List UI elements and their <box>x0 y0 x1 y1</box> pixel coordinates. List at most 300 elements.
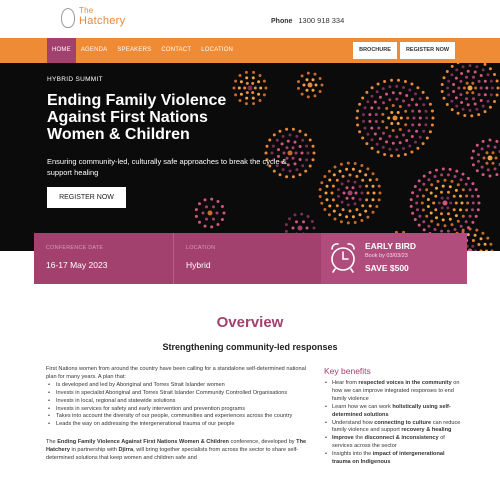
decorative-dot <box>416 86 419 89</box>
date-value: 16-17 May 2023 <box>46 260 108 270</box>
decorative-dot <box>292 128 295 131</box>
decorative-dot <box>471 221 474 224</box>
decorative-dot <box>453 208 456 211</box>
decorative-dot <box>424 123 427 126</box>
nav-item-location[interactable]: LOCATION <box>201 47 234 53</box>
decorative-dot <box>397 122 400 125</box>
plan-list <box>46 382 316 429</box>
decorative-dot <box>423 228 426 231</box>
decorative-dot <box>411 212 414 215</box>
decorative-dot <box>410 205 413 208</box>
decorative-dot <box>354 162 357 165</box>
decorative-dot <box>365 91 368 94</box>
decorative-dot <box>375 113 378 116</box>
decorative-dot <box>265 87 268 90</box>
decorative-dot <box>240 80 243 83</box>
text: can reduce family violence and support <box>332 419 461 434</box>
decorative-dot <box>459 93 462 96</box>
decorative-dot <box>283 152 286 155</box>
decorative-dot <box>397 111 400 114</box>
decorative-dot <box>295 168 298 171</box>
decorative-dot <box>328 213 331 216</box>
decorative-dot <box>279 130 282 133</box>
decorative-dot <box>371 147 374 150</box>
decorative-dot <box>425 117 428 120</box>
decorative-dot <box>314 73 317 76</box>
decorative-dot <box>205 218 208 221</box>
decorative-dot <box>471 91 474 94</box>
decorative-dot <box>377 107 380 110</box>
decorative-dot <box>348 191 353 196</box>
hero-register-button[interactable]: REGISTER NOW <box>47 187 126 208</box>
decorative-dot <box>259 87 262 90</box>
decorative-dot <box>422 103 425 106</box>
decorative-dot <box>416 195 419 198</box>
decorative-dot <box>489 139 492 142</box>
decorative-dot <box>450 73 453 76</box>
decorative-dot <box>468 86 473 91</box>
decorative-dot <box>480 87 483 90</box>
nav-item-home[interactable]: HOME <box>47 38 76 63</box>
decorative-dot <box>286 146 289 149</box>
decorative-dot <box>217 223 220 226</box>
decorative-dot <box>342 208 345 211</box>
decorative-dot <box>426 137 429 140</box>
decorative-dot <box>309 165 312 168</box>
decorative-dot <box>390 111 393 114</box>
decorative-dot <box>333 210 336 213</box>
early-bird-saving: SAVE $500 <box>365 263 409 273</box>
decorative-dot <box>435 187 438 190</box>
decorative-dot <box>376 90 379 93</box>
decorative-dot <box>465 76 468 79</box>
decorative-dot <box>450 100 453 103</box>
decorative-dot <box>289 134 292 137</box>
decorative-dot <box>273 133 276 136</box>
decorative-dot <box>294 162 297 165</box>
decorative-dot <box>463 114 466 117</box>
decorative-dot <box>198 202 201 205</box>
text: Insights into the <box>332 451 373 458</box>
decorative-dot <box>408 145 411 148</box>
decorative-dot <box>467 70 470 73</box>
decorative-dot <box>382 146 385 149</box>
decorative-dot <box>466 91 469 94</box>
decorative-dot <box>352 215 355 218</box>
decorative-dot <box>402 86 405 89</box>
decorative-dot <box>288 217 291 220</box>
decorative-dot <box>319 195 322 198</box>
decorative-dot <box>478 80 481 83</box>
decorative-dot <box>415 202 418 205</box>
decorative-dot <box>404 80 407 83</box>
decorative-dot <box>486 151 489 154</box>
decorative-dot <box>341 201 344 204</box>
decorative-dot <box>285 223 288 226</box>
decorative-dot <box>366 133 369 136</box>
decorative-dot <box>392 91 395 94</box>
decorative-dot <box>492 162 495 165</box>
decorative-dot <box>265 152 268 155</box>
date-label: CONFERENCE DATE <box>46 245 104 251</box>
decorative-dot <box>346 186 349 189</box>
decorative-dot <box>465 97 468 100</box>
decorative-dot <box>356 124 359 127</box>
decorative-dot <box>457 87 460 90</box>
decorative-dot <box>402 134 405 137</box>
decorative-dot <box>195 215 198 218</box>
decorative-dot <box>385 107 388 110</box>
decorative-dot <box>471 245 474 248</box>
decorative-dot <box>365 198 368 201</box>
decorative-dot <box>252 76 255 79</box>
decorative-dot <box>422 130 425 133</box>
decorative-dot <box>312 78 315 81</box>
decorative-dot <box>328 170 331 173</box>
decorative-dot <box>489 243 492 246</box>
text-bold: Improve <box>332 435 354 442</box>
key-benefits <box>324 366 464 467</box>
decorative-dot <box>418 224 421 227</box>
decorative-dot <box>491 87 494 90</box>
decorative-dot <box>486 237 489 240</box>
list-item <box>324 404 464 420</box>
decorative-dot <box>434 175 437 178</box>
decorative-dot <box>341 182 344 185</box>
decorative-dot <box>462 188 465 191</box>
decorative-dot <box>446 206 449 209</box>
decorative-dot <box>419 136 422 139</box>
decorative-dot <box>358 130 361 133</box>
decorative-dot <box>307 95 310 98</box>
decorative-dot <box>259 99 262 102</box>
decorative-dot <box>306 89 309 92</box>
decorative-dot <box>355 208 358 211</box>
key-benefits-title: Key benefits <box>324 366 371 376</box>
hero-subtitle: HYBRID SUMMIT <box>47 76 103 83</box>
decorative-dot <box>466 202 469 205</box>
decorative-dot <box>429 103 432 106</box>
decorative-dot <box>443 76 446 79</box>
decorative-dot <box>490 80 493 83</box>
decorative-dot <box>300 213 303 216</box>
decorative-dot <box>223 212 226 215</box>
text-bold: impact of intergenerational trauma on Indigenous <box>332 451 445 466</box>
decorative-dot <box>326 198 329 201</box>
conference-date <box>34 233 173 284</box>
decorative-dot <box>459 195 462 198</box>
decorative-dot <box>371 138 374 141</box>
decorative-dot <box>359 170 362 173</box>
decorative-dot <box>489 67 492 70</box>
decorative-dot <box>415 103 418 106</box>
decorative-dot <box>361 179 364 182</box>
decorative-dot <box>430 192 433 195</box>
decorative-dot <box>476 169 479 172</box>
decorative-dot <box>455 105 458 108</box>
decorative-dot <box>287 140 290 143</box>
phone-number[interactable]: 1300 918 334 <box>298 16 345 25</box>
decorative-dot <box>374 101 377 104</box>
decorative-dot <box>257 93 260 96</box>
decorative-dot <box>418 179 421 182</box>
nav-item-contact[interactable]: CONTACT <box>161 47 192 53</box>
decorative-dot <box>405 94 408 97</box>
decorative-dot <box>328 179 331 182</box>
decorative-dot <box>271 152 274 155</box>
text: The <box>46 439 58 446</box>
decorative-dot <box>425 215 428 218</box>
decorative-dot <box>392 142 395 145</box>
decorative-dot <box>333 173 336 176</box>
decorative-dot <box>246 82 249 85</box>
decorative-dot <box>360 164 363 167</box>
decorative-dot <box>414 185 417 188</box>
decorative-dot <box>449 218 452 221</box>
decorative-dot <box>452 83 455 86</box>
decorative-dot <box>430 212 433 215</box>
decorative-dot <box>259 74 262 77</box>
nav-item-agenda[interactable]: AGENDA <box>80 47 108 53</box>
decorative-dot <box>446 70 449 73</box>
decorative-dot <box>281 142 284 145</box>
decorative-dot <box>494 167 497 170</box>
decorative-dot <box>435 169 438 172</box>
text: Learn how we can work <box>332 403 393 410</box>
decorative-dot <box>388 85 391 88</box>
location <box>173 233 321 284</box>
decorative-dot <box>478 93 481 96</box>
decorative-dot <box>475 188 478 191</box>
event-info-strip <box>34 233 467 284</box>
decorative-dot <box>212 205 215 208</box>
nav-item-speakers[interactable]: SPEAKERS <box>117 47 152 53</box>
decorative-dot <box>336 179 339 182</box>
decorative-dot <box>455 189 458 192</box>
logo-name: Hatchery <box>79 15 126 27</box>
decorative-dot <box>447 93 450 96</box>
decorative-dot <box>434 228 437 231</box>
decorative-dot <box>484 80 487 83</box>
decorative-dot <box>352 197 355 200</box>
decorative-dot <box>410 83 413 86</box>
decorative-dot <box>457 63 460 64</box>
hatchery-logo[interactable] <box>61 6 131 32</box>
decorative-dot <box>425 188 428 191</box>
decorative-dot <box>301 152 304 155</box>
decorative-dot <box>472 97 475 100</box>
decorative-dot <box>221 218 224 221</box>
decorative-dot <box>339 213 342 216</box>
text-bold: Ending Family Violence Against First Nations Women & Children <box>57 439 229 446</box>
decorative-dot <box>449 202 452 205</box>
text-bold: recovery & healing <box>401 427 452 434</box>
decorative-dot <box>415 130 418 133</box>
decorative-dot <box>471 208 474 211</box>
text: conference, developed by <box>228 439 297 446</box>
decorative-dot <box>434 208 437 211</box>
decorative-dot <box>397 154 400 157</box>
decorative-dot <box>294 141 297 144</box>
decorative-dot <box>358 103 361 106</box>
decorative-dot <box>212 218 215 221</box>
decorative-dot <box>495 140 498 143</box>
decorative-dot <box>319 188 322 191</box>
decorative-dot <box>447 212 450 215</box>
location-label: LOCATION <box>186 245 216 251</box>
decorative-dot <box>482 105 485 108</box>
decorative-dot <box>411 110 414 113</box>
decorative-dot <box>307 215 310 218</box>
decorative-dot <box>424 110 427 113</box>
decorative-dot <box>388 135 391 138</box>
decorative-dot <box>472 163 475 166</box>
decorative-dot <box>472 239 475 242</box>
decorative-dot <box>482 140 485 143</box>
decorative-dot <box>370 106 373 109</box>
decorative-dot <box>361 192 364 195</box>
list-item <box>324 451 464 467</box>
decorative-dot <box>345 168 348 171</box>
decorative-dot <box>388 98 391 101</box>
decorative-dot <box>447 191 450 194</box>
decorative-dot <box>441 90 444 93</box>
decorative-dot <box>444 224 447 227</box>
decorative-dot <box>441 206 444 209</box>
decorative-dot <box>482 173 485 176</box>
decorative-dot <box>315 84 318 87</box>
decorative-dot <box>455 214 458 217</box>
decorative-dot <box>304 170 307 173</box>
decorative-dot <box>495 157 498 160</box>
decorative-dot <box>390 79 393 82</box>
decorative-dot <box>352 168 355 171</box>
decorative-dot <box>299 145 302 148</box>
decorative-dot <box>408 89 411 92</box>
decorative-dot <box>339 170 342 173</box>
decorative-dot <box>489 175 492 178</box>
decorative-dot <box>411 123 414 126</box>
decorative-dot <box>475 215 478 218</box>
decorative-dot <box>392 104 395 107</box>
decorative-dot <box>419 117 422 120</box>
decorative-dot <box>376 143 379 146</box>
list-item: • Takes into account the diversity of our people, communities and experiences across the country <box>46 413 316 421</box>
decorative-dot <box>451 108 454 111</box>
decorative-dot <box>441 197 444 200</box>
decorative-dot <box>418 215 421 218</box>
decorative-dot <box>306 227 309 230</box>
decorative-dot <box>480 74 483 77</box>
decorative-dot <box>432 117 435 120</box>
decorative-dot <box>477 160 480 163</box>
decorative-dot <box>295 135 298 138</box>
decorative-dot <box>418 123 421 126</box>
decorative-dot <box>263 93 266 96</box>
decorative-dot <box>367 192 370 195</box>
decorative-dot <box>488 156 493 161</box>
decorative-dot <box>326 185 329 188</box>
brochure-button[interactable]: BROCHURE <box>353 42 397 59</box>
decorative-dot <box>452 90 455 93</box>
decorative-dot <box>477 153 480 156</box>
decorative-dot <box>254 87 257 90</box>
decorative-dot <box>305 158 308 161</box>
early-bird-title: EARLY BIRD <box>365 241 417 251</box>
decorative-dot <box>366 100 369 103</box>
decorative-dot <box>208 211 213 216</box>
decorative-dot <box>462 108 465 111</box>
overview-body <box>46 366 316 463</box>
decorative-dot <box>210 225 213 228</box>
decorative-dot <box>354 221 357 224</box>
text-bold: holistically using self-determined solutions <box>332 403 451 418</box>
decorative-dot <box>217 200 220 203</box>
decorative-dot <box>268 139 271 142</box>
decorative-dot <box>313 227 316 230</box>
decorative-dot <box>345 215 348 218</box>
decorative-dot <box>299 158 302 161</box>
decorative-dot <box>301 93 304 96</box>
decorative-dot <box>459 208 462 211</box>
decorative-dot <box>390 154 393 157</box>
decorative-dot <box>434 195 437 198</box>
text-bold: disconnect & inconsistency <box>364 435 439 442</box>
decorative-dot <box>288 151 293 156</box>
decorative-dot <box>303 84 306 87</box>
decorative-dot <box>484 243 487 246</box>
register-now-nav-button[interactable]: REGISTER NOW <box>400 42 455 59</box>
decorative-dot <box>455 96 458 99</box>
decorative-dot <box>375 205 378 208</box>
decorative-dot <box>216 212 219 215</box>
decorative-dot <box>429 171 432 174</box>
decorative-dot <box>461 202 464 205</box>
decorative-dot <box>404 123 407 126</box>
decorative-dot <box>369 205 372 208</box>
decorative-dot <box>451 223 454 226</box>
hero-description: Ensuring community-led, culturally safe approaches to break the cycle & support healing <box>47 157 287 177</box>
decorative-dot <box>292 227 295 230</box>
decorative-dot <box>423 175 426 178</box>
decorative-dot <box>457 183 460 186</box>
decorative-dot <box>297 87 300 90</box>
early-bird-deadline: Book by 03/03/23 <box>365 253 408 259</box>
decorative-dot <box>443 201 448 206</box>
decorative-dot <box>474 234 477 237</box>
decorative-dot <box>369 179 372 182</box>
decorative-dot <box>266 145 269 148</box>
decorative-dot <box>460 72 463 75</box>
decorative-dot <box>465 195 468 198</box>
decorative-dot <box>382 101 385 104</box>
decorative-dot <box>381 120 384 123</box>
decorative-dot <box>449 185 452 188</box>
decorative-dot <box>414 218 417 221</box>
decorative-dot <box>494 146 497 149</box>
decorative-dot <box>455 68 458 71</box>
decorative-dot <box>402 100 405 103</box>
decorative-dot <box>378 185 381 188</box>
decorative-dot <box>454 228 457 231</box>
decorative-dot <box>449 168 452 171</box>
decorative-dot <box>462 65 465 68</box>
decorative-dot <box>471 195 474 198</box>
egg-logo-icon <box>61 8 75 28</box>
decorative-dot <box>362 120 365 123</box>
decorative-dot <box>427 198 430 201</box>
decorative-dot <box>411 191 414 194</box>
